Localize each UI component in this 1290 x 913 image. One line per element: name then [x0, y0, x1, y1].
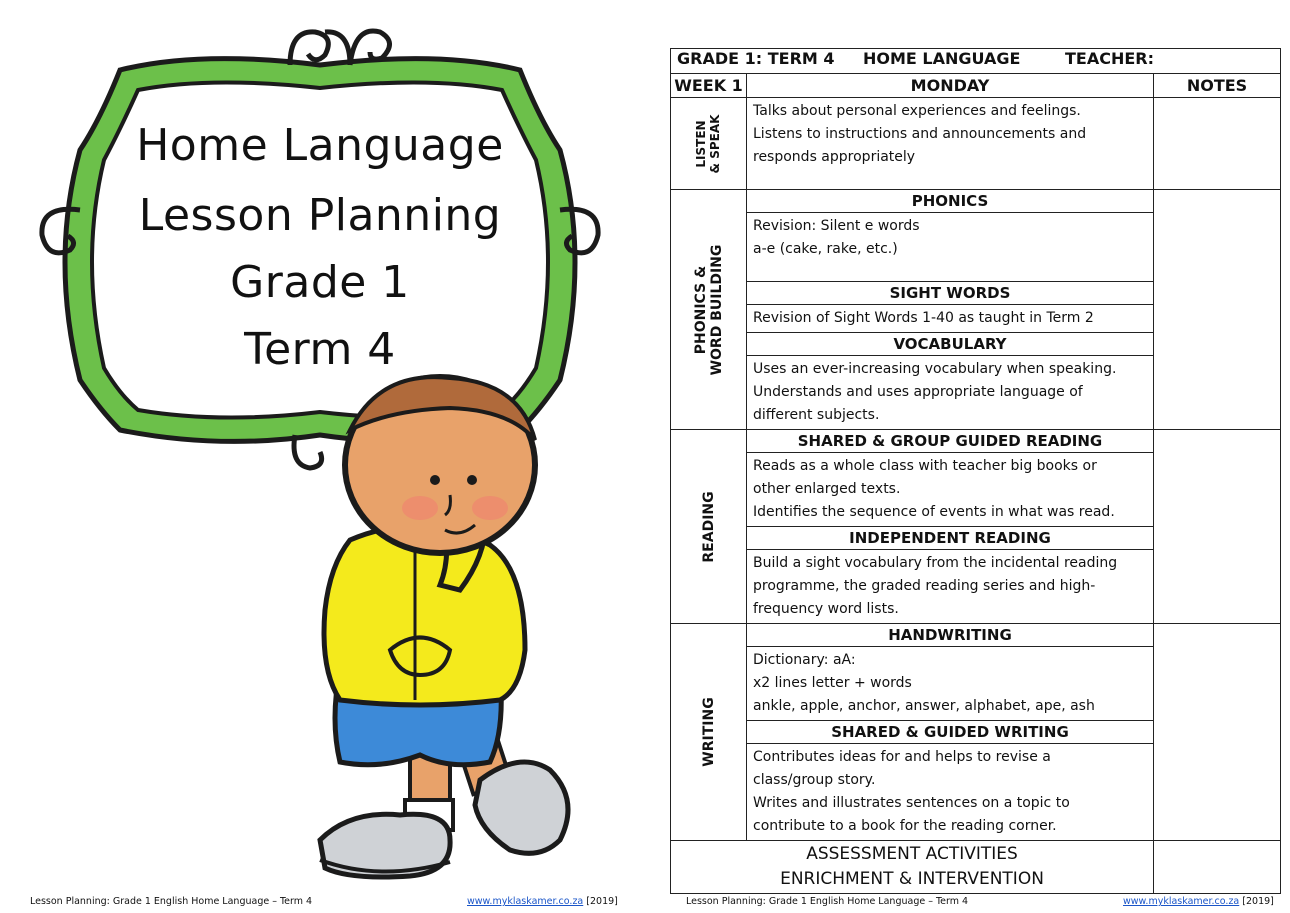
handwriting-heading: HANDWRITING — [747, 624, 1154, 647]
independent-reading-line: Build a sight vocabulary from the incidental reading — [753, 555, 1118, 571]
shared-reading-head-row — [671, 430, 1281, 453]
phonics-line: a-e (cake, rake, etc.) — [753, 241, 898, 257]
listen-line: Listens to instructions and announcements and — [753, 126, 1087, 142]
sight-words-content — [747, 305, 1154, 333]
reading-label — [671, 430, 747, 624]
day-header: MONDAY — [747, 74, 1154, 98]
handwriting-content — [747, 647, 1154, 721]
listen-notes-cell[interactable] — [1154, 98, 1281, 190]
listen-label-line1: LISTEN — [693, 119, 708, 168]
footer-right-year: [2019] — [1242, 896, 1274, 907]
vocabulary-content — [747, 356, 1154, 430]
shared-writing-content — [747, 744, 1154, 841]
phonics-head-row — [671, 190, 1281, 213]
cover-title-line2: Lesson Planning — [138, 190, 502, 241]
assessment-notes-cell[interactable] — [1154, 841, 1281, 894]
footer-left-caption: Lesson Planning: Grade 1 English Home Language – Term 4 — [30, 896, 313, 907]
lesson-plan-table — [670, 48, 1281, 894]
reading-label-text: READING — [700, 490, 717, 563]
week-header: WEEK 1 — [671, 74, 747, 98]
subject-label: HOME LANGUAGE — [863, 49, 1021, 68]
footer-right-link-wrap — [1123, 896, 1274, 907]
phonics-line: Revision: Silent e words — [753, 218, 920, 234]
independent-reading-line: programme, the graded reading series and high- — [753, 578, 1096, 594]
listen-label-line2: & SPEAK — [707, 114, 722, 173]
handwriting-line: x2 lines letter + words — [753, 675, 912, 691]
assessment-line2: ENRICHMENT & INTERVENTION — [780, 869, 1044, 889]
footer-right-link[interactable]: www.myklaskamer.co.za — [1123, 896, 1240, 907]
sight-words-heading: SIGHT WORDS — [747, 282, 1154, 305]
phonics-notes-cell[interactable] — [1154, 190, 1281, 430]
phonics-content — [747, 213, 1154, 282]
assessment-row — [671, 841, 1281, 894]
boy-character — [320, 377, 568, 877]
phonics-heading: PHONICS — [747, 190, 1154, 213]
shared-reading-line: Identifies the sequence of events in what was read. — [753, 504, 1115, 520]
shared-writing-heading: SHARED & GUIDED WRITING — [747, 721, 1154, 744]
reading-notes-cell[interactable] — [1154, 430, 1281, 624]
handwriting-head-row — [671, 624, 1281, 647]
cover-title-line4: Term 4 — [244, 324, 396, 375]
listen-line: Talks about personal experiences and feelings. — [753, 103, 1081, 119]
phonics-label — [671, 190, 747, 430]
assessment-cell — [671, 841, 1154, 894]
writing-label-text: WRITING — [700, 697, 717, 767]
cover-title-line1: Home Language — [136, 120, 504, 171]
grade-term-label: GRADE 1: TERM 4 — [677, 49, 835, 68]
shared-reading-line: other enlarged texts. — [753, 481, 901, 497]
footer-right-caption: Lesson Planning: Grade 1 English Home Language – Term 4 — [686, 896, 969, 907]
shared-writing-line: contribute to a book for the reading corner. — [753, 818, 1057, 834]
listen-speak-label — [671, 98, 747, 190]
cover-title-line3: Grade 1 — [230, 257, 410, 308]
table-header-cell — [671, 49, 1281, 74]
listen-speak-row — [671, 98, 1281, 190]
independent-reading-content — [747, 550, 1154, 624]
vocabulary-heading: VOCABULARY — [747, 333, 1154, 356]
teacher-label: TEACHER: — [1065, 49, 1155, 68]
writing-notes-cell[interactable] — [1154, 624, 1281, 841]
shared-reading-content — [747, 453, 1154, 527]
notes-header: NOTES — [1154, 74, 1281, 98]
phonics-label-line1: PHONICS & — [692, 265, 709, 354]
writing-label — [671, 624, 747, 841]
vocabulary-line: Uses an ever-increasing vocabulary when speaking. — [753, 361, 1117, 377]
shared-reading-heading: SHARED & GROUP GUIDED READING — [747, 430, 1154, 453]
independent-reading-heading: INDEPENDENT READING — [747, 527, 1154, 550]
column-header-row — [671, 74, 1281, 98]
footer-left-link-wrap — [467, 896, 618, 907]
shared-writing-line: Contributes ideas for and helps to revise a — [753, 749, 1051, 765]
shared-reading-line: Reads as a whole class with teacher big books or — [753, 458, 1097, 474]
handwriting-line: Dictionary: aA: — [753, 652, 856, 668]
handwriting-line: ankle, apple, anchor, answer, alphabet, ape, ash — [753, 698, 1095, 714]
independent-reading-line: frequency word lists. — [753, 601, 899, 617]
shared-writing-line: Writes and illustrates sentences on a topic to — [753, 795, 1070, 811]
vocabulary-line: Understands and uses appropriate language of — [753, 384, 1083, 400]
shared-writing-line: class/group story. — [753, 772, 876, 788]
footer-left-link[interactable]: www.myklaskamer.co.za — [467, 896, 584, 907]
listen-line: responds appropriately — [753, 149, 916, 165]
sight-words-line: Revision of Sight Words 1-40 as taught in Term 2 — [753, 310, 1094, 326]
assessment-line1: ASSESSMENT ACTIVITIES — [806, 844, 1018, 864]
phonics-label-line2: WORD BUILDING — [708, 244, 725, 375]
listen-speak-content — [747, 98, 1154, 190]
footer-left-year: [2019] — [586, 896, 618, 907]
vocabulary-line: different subjects. — [753, 407, 880, 423]
table-header-row — [671, 49, 1281, 74]
